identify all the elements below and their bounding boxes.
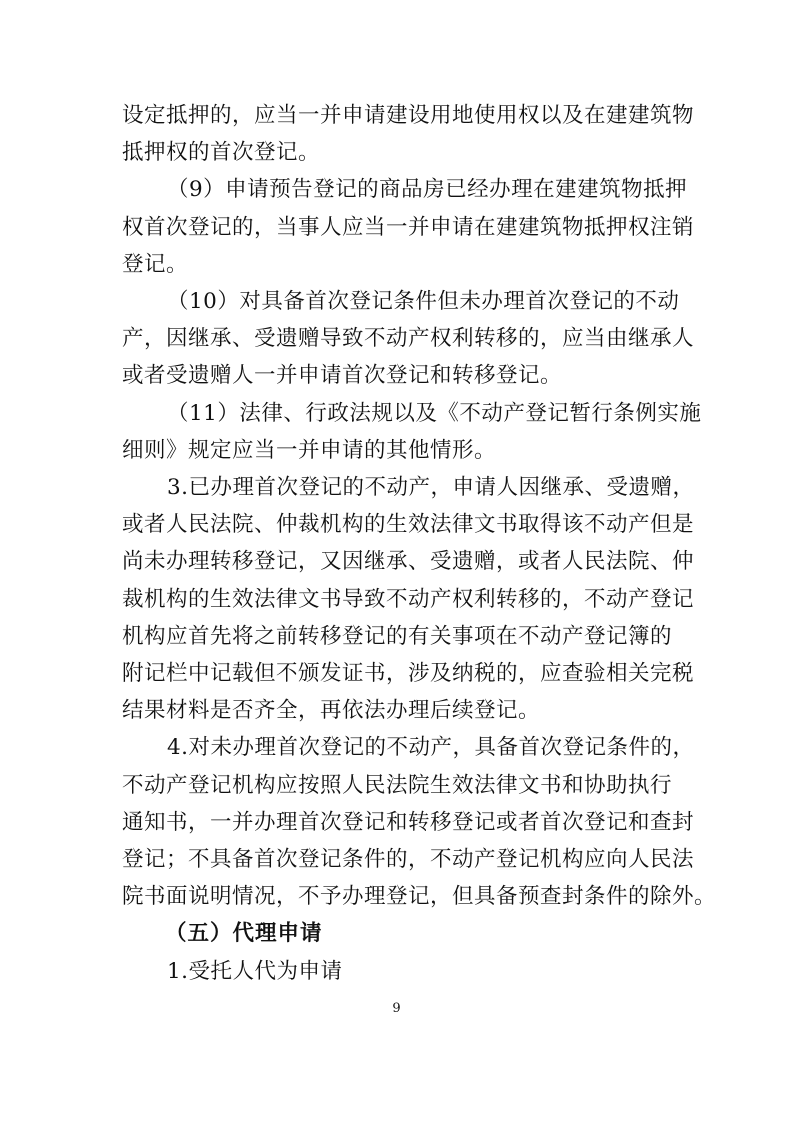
body-text-line: 抵押权的首次登记。 (122, 140, 321, 166)
body-text-line: （10）对具备首次登记条件但未办理首次登记的不动 (167, 289, 680, 314)
section-heading: （五）代理申请 (165, 921, 323, 947)
body-text-line: 3.已办理首次登记的不动产，申请人因继承、受遗赠， (167, 475, 695, 500)
body-text-line: （11）法律、行政法规以及《不动产登记暂行条例实施 (167, 400, 702, 426)
body-text-line: 设定抵押的，应当一并申请建设用地使用权以及在建建筑物 (122, 103, 695, 128)
body-text-line: 不动产登记机构应按照人民法院生效法律文书和协助执行 (122, 772, 673, 798)
body-text-line: 产，因继承、受遗赠导致不动产权利转移的，应当由继承人 (122, 326, 695, 352)
page-number: 9 (392, 1000, 401, 1016)
body-text-line: 登记。 (122, 251, 189, 277)
body-text-line: 附记栏中记载但不颁发证书，涉及纳税的，应查验相关完税 (122, 661, 695, 686)
body-text-line: 权首次登记的，当事人应当一并申请在建建筑物抵押权注销 (122, 214, 695, 240)
body-text-line: 裁机构的生效法律文书导致不动产权利转移的，不动产登记 (122, 586, 695, 612)
subsection-heading: 1.受托人代为申请 (167, 958, 343, 984)
body-text-line: 4.对未办理首次登记的不动产，具备首次登记条件的， (167, 735, 695, 761)
body-text-line: 细则》规定应当一并申请的其他情形。 (122, 437, 497, 463)
body-text-line: 登记；不具备首次登记条件的，不动产登记机构应向人民法 (122, 847, 695, 872)
body-text-line: 院书面说明情况，不予办理登记，但具备预查封条件的除外。 (122, 884, 717, 910)
body-text-line: 通知书，一并办理首次登记和转移登记或者首次登记和查封 (122, 809, 695, 835)
body-text-line: （9）申请预告登记的商品房已经办理在建建筑物抵押 (167, 177, 688, 203)
body-text-line: 机构应首先将之前转移登记的有关事项在不动产登记簿的 (122, 623, 673, 649)
body-text-line: 结果材料是否齐全，再依法办理后续登记。 (122, 698, 541, 724)
body-text-line: 尚未办理转移登记，又因继承、受遗赠，或者人民法院、仲 (122, 549, 695, 575)
body-text-line: 或者人民法院、仲裁机构的生效法律文书取得该不动产但是 (122, 512, 695, 538)
body-text-line: 或者受遗赠人一并申请首次登记和转移登记。 (122, 363, 563, 389)
